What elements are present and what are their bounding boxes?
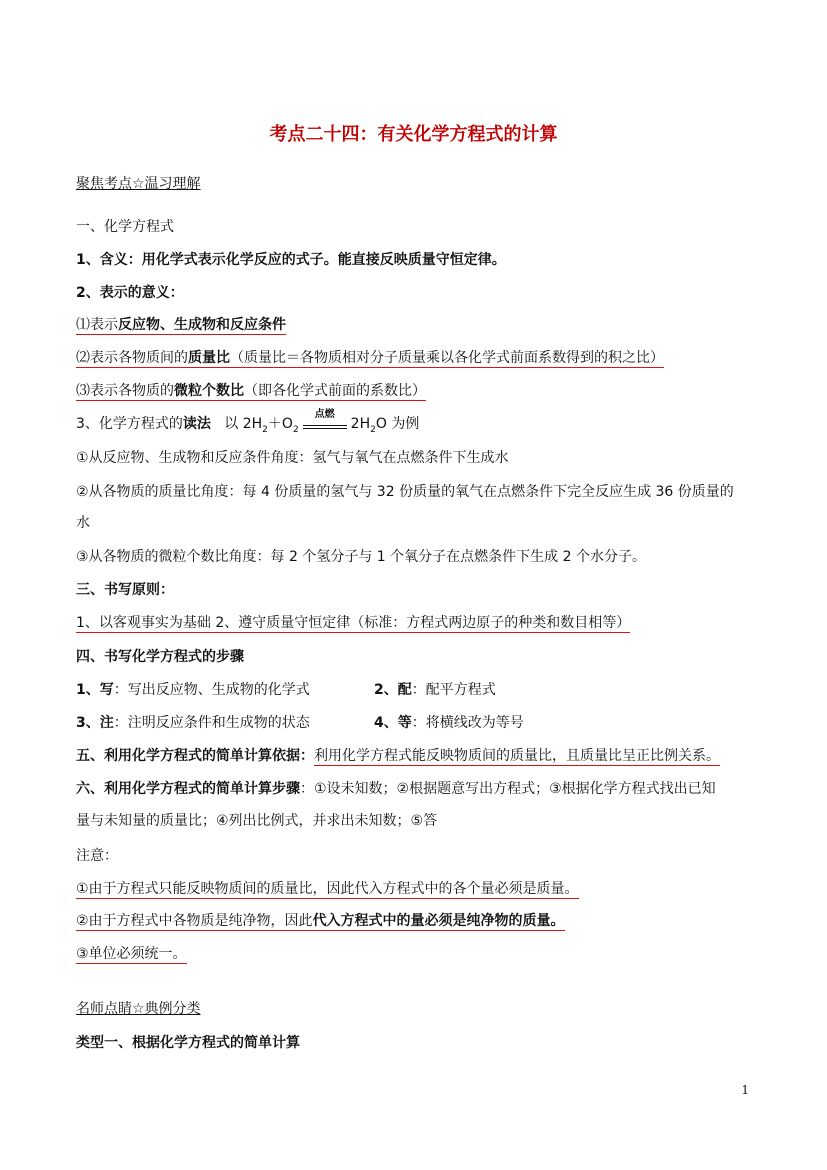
reading-prefix: 3、化学方程式的 xyxy=(76,416,183,432)
equation-right: $2H_2O$ 为例 xyxy=(350,416,420,435)
reading-item-2-cont: 水 xyxy=(76,515,90,531)
meaning-3-note: （即各化学式前面的系数比） xyxy=(244,383,426,399)
definition-line: 1、含义：用化学式表示化学反应的式子。能直接反映质量守恒定律。 xyxy=(76,252,506,268)
writing-principles-heading: 三、书写原则： xyxy=(76,582,174,598)
note-label: 注意： xyxy=(76,848,118,864)
writing-principles: 1、以客观事实为基础 2、遵守质量守恒定律（标准：方程式两边原子的种类和数目相等） xyxy=(76,615,631,631)
example-type-1-heading: 类型一、根据化学方程式的简单计算 xyxy=(76,1035,300,1051)
heading-chemical-equation: 一、化学方程式 xyxy=(76,219,174,235)
calculation-basis-label: 五、利用化学方程式的简单计算依据： xyxy=(76,748,314,764)
reading-item-3: ③从各物质的微粒个数比角度：每 2 个氢分子与 1 个氧分子在点燃条件下生成 2 个水分子。 xyxy=(76,549,646,565)
step-1: 1、写：写出反应物、生成物的化学式 xyxy=(76,682,310,698)
step-2: 2、配：配平方程式 xyxy=(374,682,496,698)
meaning-2-prefix: ⑵表示各物质间的 xyxy=(76,350,188,366)
meaning-3-prefix: ⑶表示各物质的 xyxy=(76,383,174,399)
meaning-1-bold: 反应物、生成物和反应条件 xyxy=(118,317,286,333)
reading-bold: 读法 xyxy=(182,416,211,432)
note-3: ③单位必须统一。 xyxy=(76,946,187,962)
writing-steps-heading: 四、书写化学方程式的步骤 xyxy=(76,649,244,665)
meaning-3-bold: 微粒个数比 xyxy=(174,383,244,399)
equation-left: 以 $2H_2+O_2$ xyxy=(224,416,299,435)
page-number: 1 xyxy=(741,1083,749,1097)
meaning-1-prefix: ⑴表示 xyxy=(76,317,118,333)
calculation-basis xyxy=(76,746,720,766)
meaning-heading: 2、表示的意义： xyxy=(76,285,184,301)
meaning-2-note: （质量比＝各物质相对分子质量乘以各化学式前面系数得到的积之比） xyxy=(230,350,664,366)
meaning-2-bold: 质量比 xyxy=(188,350,230,366)
meaning-item-1 xyxy=(76,315,286,335)
meaning-item-3 xyxy=(76,381,426,401)
step-4: 4、等：将横线改为等号 xyxy=(374,715,524,731)
reading-item-1: ①从反应物、生成物和反应条件角度：氢气与氧气在点燃条件下生成水 xyxy=(76,450,509,466)
reaction-condition: 点燃 xyxy=(314,409,335,420)
section-heading-review: 聚焦考点☆温习理解 xyxy=(76,176,201,192)
equation-arrow xyxy=(303,409,347,429)
section-heading-examples: 名师点睛☆典例分类 xyxy=(76,1001,201,1017)
meaning-item-2 xyxy=(76,348,664,368)
reading-method-line xyxy=(76,409,420,440)
calculation-basis-text: 利用化学方程式能反映物质间的质量比，且质量比呈正比例关系。 xyxy=(314,748,720,764)
reading-item-2: ②从各物质的质量比角度：每 4 份质量的氢气与 32 份质量的氧气在点燃条件下完全反应生成 36 份质量的 xyxy=(76,484,734,500)
calculation-steps-label: 六、利用化学方程式的简单计算步骤 xyxy=(76,781,300,797)
calculation-steps-cont: 量与未知量的质量比；④列出比例式，并求出未知数；⑤答 xyxy=(76,813,438,829)
page-title: 考点二十四：有关化学方程式的计算 xyxy=(269,124,558,145)
step-3: 3、注：注明反应条件和生成物的状态 xyxy=(76,715,310,731)
note-1: ①由于方程式只能反映物质间的质量比，因此代入方程式中的各个量必须是质量。 xyxy=(76,881,579,897)
calculation-steps xyxy=(76,779,716,799)
note-2: ②由于方程式中各物质是纯净物，因此代入方程式中的量必须是纯净物的质量。 xyxy=(76,913,565,929)
calculation-steps-text: ：①设未知数；②根据题意写出方程式；③根据化学方程式找出已知 xyxy=(300,781,716,797)
